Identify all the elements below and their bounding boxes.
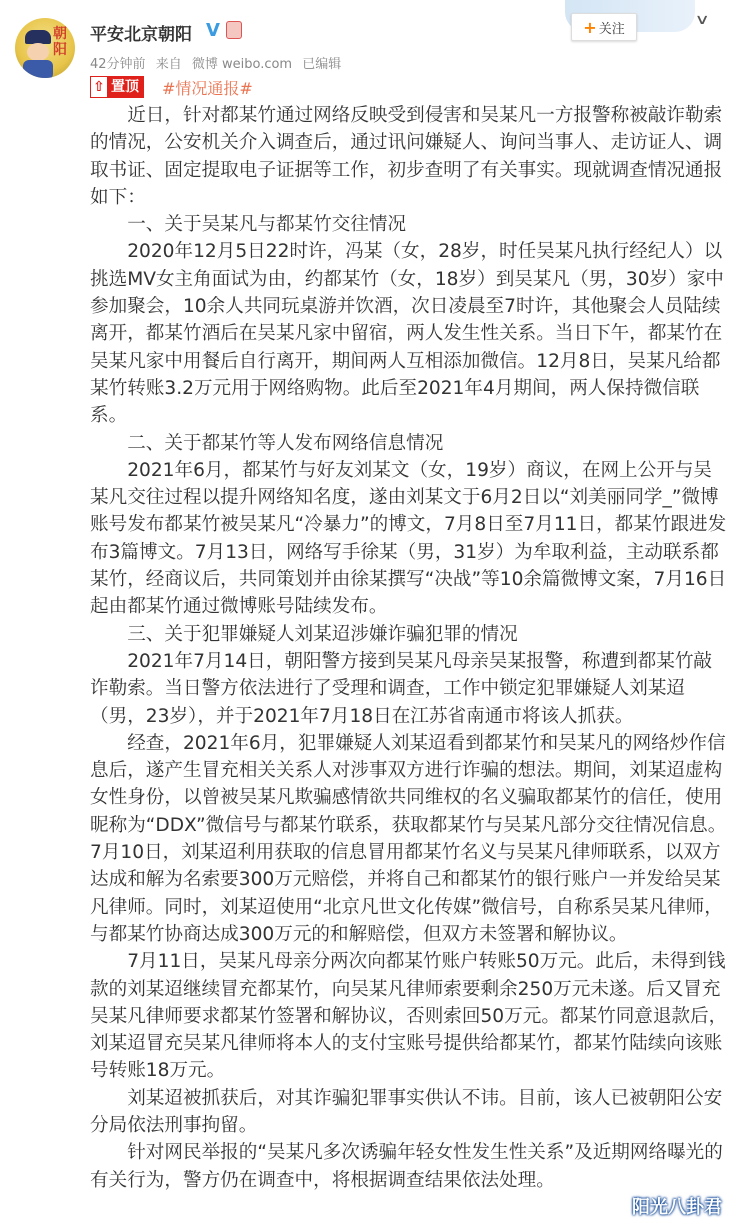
avatar-body (23, 60, 53, 78)
paragraph: 近日，针对都某竹通过网络反映受到侵害和吴某凡一方报警称被敲诈勒索的情况，公安机关介入调查后，通过讯问嫌疑人、询问当事人、走访证人、调取书证、固定提取电子证据等工作，初步查明了有关事实。现就调查情况通报如下： (90, 105, 723, 208)
pin-icon: ⇧ (91, 79, 107, 95)
chevron-down-icon[interactable]: ∨ (694, 12, 710, 28)
section-heading: 二、关于都某竹等人发布网络信息情况 (127, 432, 444, 454)
avatar-text: 朝阳 (53, 26, 67, 58)
hashtag-link[interactable]: #情况通报# (162, 79, 253, 98)
post-time[interactable]: 42分钟前 (90, 57, 146, 72)
plus-icon: + (583, 17, 597, 37)
pinned-badge (90, 76, 144, 98)
paragraph: 2021年7月14日，朝阳警方接到吴某凡母亲吴某报警，称遭到都某竹敲诈勒索。当日警方依法进行了受理和调查，工作中锁定犯罪嫌疑人刘某迢（男，23岁），并于2021年7月18日在江苏省南通市将该人抓获。 (90, 650, 713, 727)
post-meta (90, 53, 347, 72)
paragraph: 针对网民举报的“吴某凡多次诱骗年轻女性发生性关系”及近期网络曝光的有关行为，警方仍在调查中，将根据调查结果依法处理。 (90, 1142, 723, 1191)
paragraph: 2021年6月，都某竹与好友刘某文（女，19岁）商议，在网上公开与吴某凡交往过程以提升网络知名度，遂由刘某文于6月2日以“刘美丽同学_”微博账号发布都某竹被吴某凡“冷暴力”的博文，7月8日至7月11日，都某竹跟进发布3篇博文。7月13日，网络写手徐某（男，31岁）为牟取利益，主动联系都某竹，经商议后，共同策划并由徐某撰写“决战”等10余篇微博文案，7月16日起由都某竹通过微博账号陆续发布。 (90, 459, 727, 618)
post-content (90, 102, 730, 1220)
account-name[interactable]: 平安北京朝阳 (90, 25, 192, 45)
pinned-label: 置顶 (107, 77, 143, 97)
avatar[interactable] (15, 18, 75, 78)
section-heading: 三、关于犯罪嫌疑人刘某迢涉嫌诈骗犯罪的情况 (127, 623, 518, 645)
follow-label: 关注 (598, 21, 625, 37)
watermark: 阳光八卦君 (632, 1196, 722, 1218)
verified-icon: V (206, 20, 220, 41)
paragraph: 7月11日，吴某凡母亲分两次向都某竹账户转账50万元。此后，未得到钱款的刘某迢继续冒充都某竹，向吴某凡律师索要剩余250万元未遂。后又冒充吴某凡律师要求都某竹签署和解协议，否则索回50万元。都某竹同意退款后，刘某迢冒充吴某凡律师将本人的支付宝账号提供给都某竹，都某竹陆续向该账号转账18万元。 (90, 951, 728, 1082)
medal-icon[interactable] (226, 21, 242, 39)
paragraph: 2020年12月5日22时许，冯某（女，28岁，时任吴某凡执行经纪人）以挑选MV女主角面试为由，约都某竹（女，18岁）到吴某凡（男，30岁）家中参加聚会，10余人共同玩桌游并饮酒，次日凌晨至7时许，其他聚会人员陆续离开，都某竹酒后在吴某凡家中留宿，两人发生性关系。当日下午，都某竹在吴某凡家中用餐后自行离开，期间两人互相添加微信。12月8日，吴某凡给都某竹转账3.2万元用于网络购物。此后至2021年4月期间，两人保持微信联系。 (90, 241, 724, 427)
paragraph: 经查，2021年6月，犯罪嫌疑人刘某迢看到都某竹和吴某凡的网络炒作信息后，遂产生冒充相关关系人对涉事双方进行诈骗的想法。期间，刘某迢虚构女性身份，以曾被吴某凡欺骗感情欲共同维权的名义骗取都某竹的信任，使用昵称为“DDX”微信号与都某竹联系，获取都某竹与吴某凡部分交往情况信息。7月10日，刘某迢利用获取的信息冒用都某竹名义与吴某凡律师联系，以双方达成和解为名索要300万元赔偿，并将自己和都某竹的银行账户一并发给吴某凡律师。同时，刘某迢使用“北京凡世文化传媒”微信号，自称系吴某凡律师，与都某竹协商达成300万元的和解赔偿，但双方未签署和解协议。 (90, 732, 727, 945)
follow-button[interactable] (571, 13, 637, 41)
section-heading: 一、关于吴某凡与都某竹交往情况 (127, 214, 407, 236)
paragraph: 刘某迢被抓获后，对其诈骗犯罪事实供认不讳。目前，该人已被朝阳公安分局依法刑事拘留。 (90, 1087, 723, 1136)
avatar-cap (25, 30, 51, 44)
edited-label[interactable]: 已编辑 (302, 57, 342, 72)
post-source[interactable]: 微博 weibo.com (191, 57, 293, 72)
avatar-face (27, 43, 49, 61)
source-prefix: 来自 (155, 57, 182, 72)
